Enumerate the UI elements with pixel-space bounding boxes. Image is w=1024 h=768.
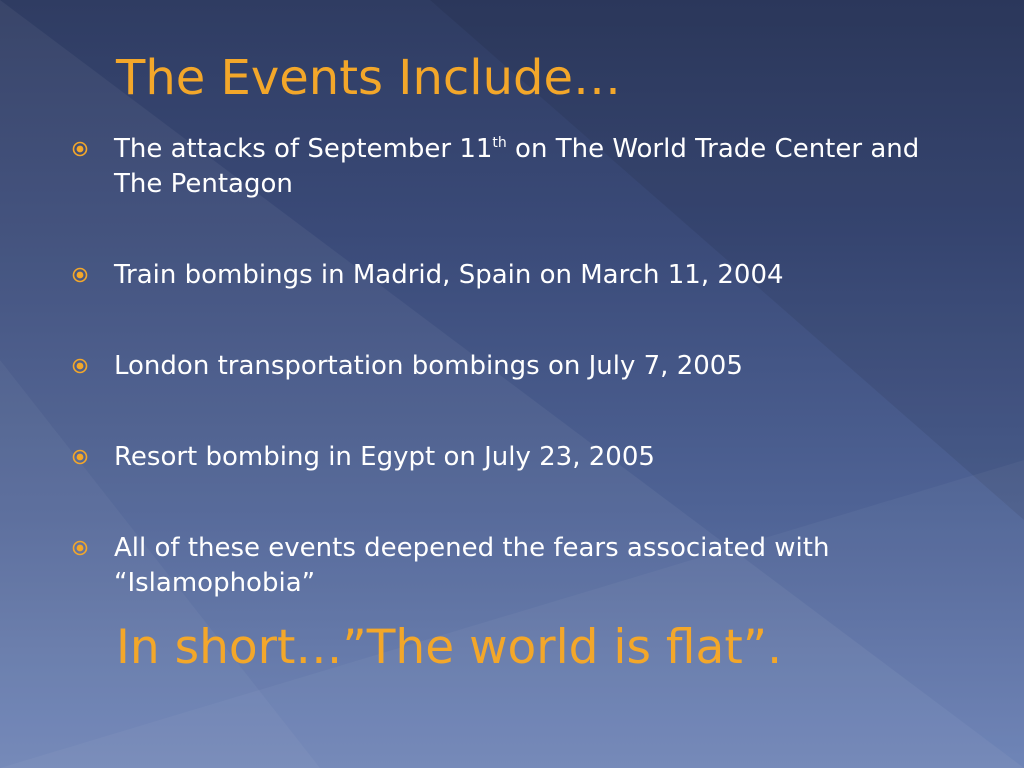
bullet-item — [72, 440, 972, 475]
circle-dot-icon — [72, 358, 88, 374]
slide-title: The Events Include… — [116, 50, 622, 106]
circle-dot-icon — [72, 141, 88, 157]
bullet-text-end: on The World Trade Center and The Pentagon — [114, 134, 920, 199]
bullet-text: Resort bombing in Egypt on July 23, 2005 — [114, 442, 655, 472]
bullet-item — [72, 132, 972, 202]
circle-dot-icon — [72, 267, 88, 283]
closing-statement: In short…”The world is flat”. — [116, 620, 783, 675]
bullet-text: Train bombings in Madrid, Spain on March 11, 2004 — [114, 260, 784, 290]
bullet-item — [72, 258, 972, 293]
bullet-item — [72, 531, 972, 601]
bullet-text — [114, 134, 919, 199]
bullet-text: All of these events deepened the fears associated with “Islamophobia” — [114, 533, 830, 598]
circle-dot-icon — [72, 449, 88, 465]
bullet-list — [72, 132, 972, 601]
bullet-item — [72, 349, 972, 384]
bullet-text: London transportation bombings on July 7, 2005 — [114, 351, 743, 381]
bullet-text-start: The attacks of September 11 — [114, 134, 493, 164]
ordinal-suffix: th — [492, 135, 507, 151]
circle-dot-icon — [72, 540, 88, 556]
